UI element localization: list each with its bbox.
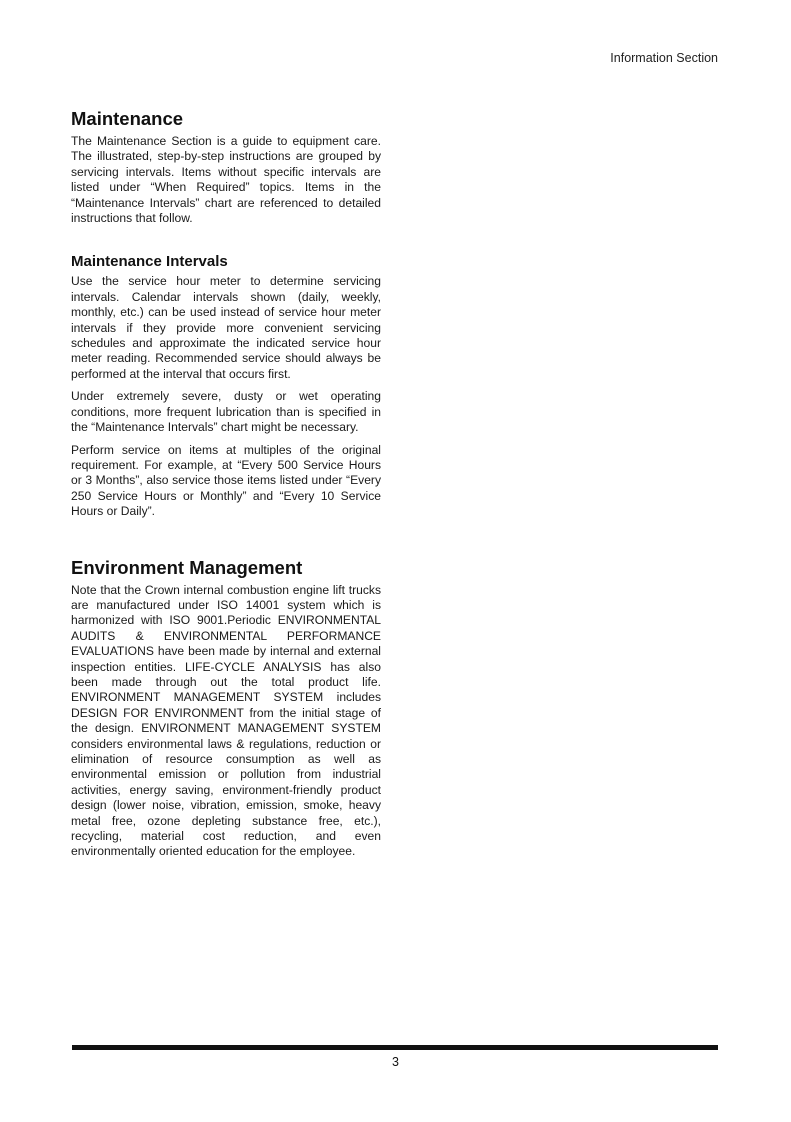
maintenance-heading: Maintenance [71, 108, 184, 129]
spacer [71, 233, 381, 253]
maintenance-paragraph: The Maintenance Section is a guide to equipment care. The illustrated, step-by-step instructions are grouped by servicing intervals. Items without specific intervals are listed under “When Required” topics. Items in the “Maintenance Intervals” chart are referenced to detailed instructions that follow. [71, 134, 381, 226]
footer-rule [72, 1045, 718, 1050]
environment-management-heading: Environment Management [71, 556, 303, 578]
spacer [71, 527, 381, 557]
running-header: Information Section [610, 51, 718, 65]
environment-management-section [71, 557, 381, 860]
maintenance-intervals-heading: Maintenance Intervals [71, 253, 228, 271]
maintenance-intervals-section [71, 253, 381, 519]
environment-management-paragraph: Note that the Crown internal combustion engine lift trucks are manufactured under ISO 14001 system which is harmonized with ISO 9001.Periodic ENVIRONMENTAL AUDITS & ENVIRONMENTAL PERFORMANCE EVALUATIONS have been made by internal and external inspection entities. LIFE-CYCLE ANALYSIS has also been made through out the total product life. ENVIRONMENT MANAGEMENT SYSTEM includes DESIGN FOR ENVIRONMENT from the initial stage of the design. ENVIRONMENT MANAGEMENT SYSTEM considers environmental laws & regulations, reduction or elimination of resource consumption as well as environmental emission or pollution from industrial activities, energy saving, environment-friendly product design (lower noise, vibration, emission, smoke, heavy metal free, ozone depleting substance free, etc.), recycling, material cost reduction, and even environmentally oriented education for the employee. [71, 582, 381, 859]
maintenance-section [71, 108, 381, 226]
content-column [71, 108, 381, 867]
intervals-paragraph-3: Perform service on items at multiples of the original requirement. For example, at “Every 500 Service Hours or 3 Months”, also service those items listed under “Every 250 Service Hours or Monthly” and “Every 10 Service Hours or Daily”. [71, 442, 381, 519]
page-number: 3 [392, 1055, 399, 1069]
intervals-paragraph-2: Under extremely severe, dusty or wet operating conditions, more frequent lubrication than is specified in the “Maintenance Intervals” chart might be necessary. [71, 389, 381, 435]
intervals-paragraph-1: Use the service hour meter to determine servicing intervals. Calendar intervals shown (daily, weekly, monthly, etc.) can be used instead of service hour meter intervals if they provide more convenient servicing schedules and approximate the indicated service hour meter reading. Recommended service should always be performed at the interval that occurs first. [71, 274, 381, 381]
